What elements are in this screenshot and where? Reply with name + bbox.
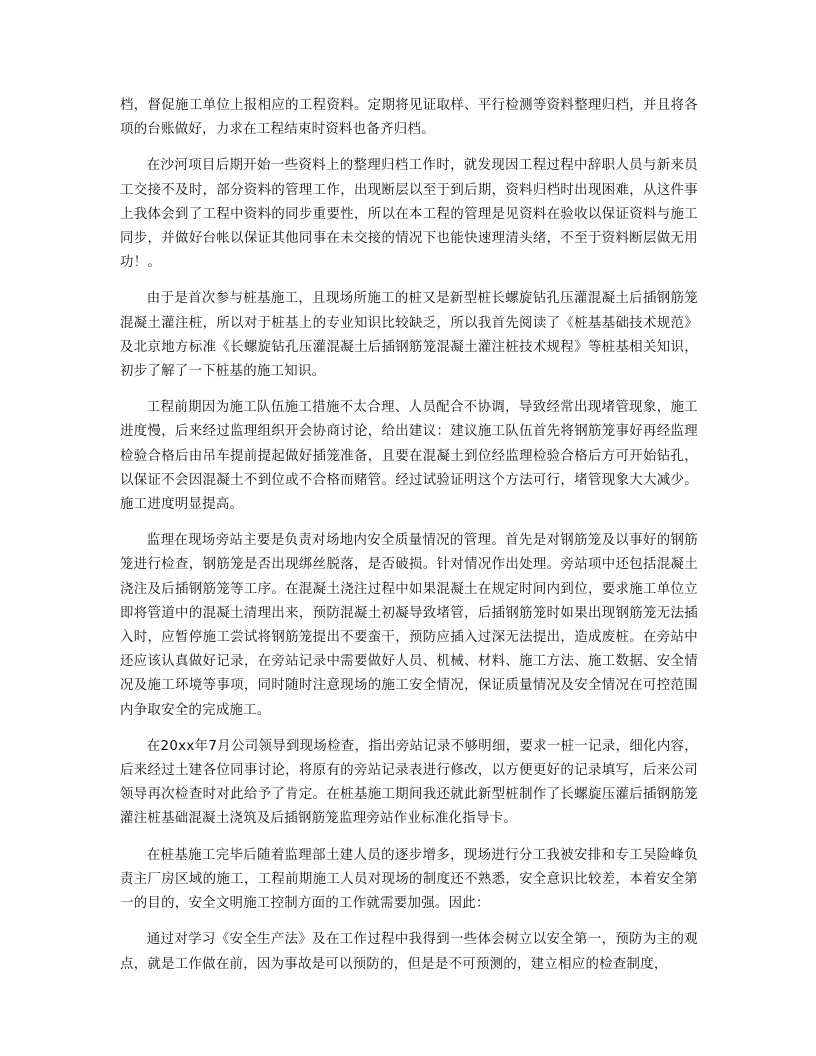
paragraph-4: 工程前期因为施工队伍施工措施不太合理、人员配合不协调，导致经常出现堵管现象，施工进度慢，后来经过监理组织开会协商讨论，给出建议：建议施工队伍首先将钢筋笼事好再经监理检验合格后由吊车提前提起做好插笼准备，且要在混凝土到位经监理检验合格后方可开始钻孔，以保证不会因混凝土不到位或不合格而赌管。经过试验证明这个方法可行，堵管现象大大减少。施工进度明显提高。 xyxy=(120,400,698,513)
paragraph-1: 档，督促施工单位上报相应的工程资料。定期将见证取样、平行检测等资料整理归档，并且将各项的台账做好，力求在工程结束时资料也备齐归档。 xyxy=(120,98,698,138)
paragraph-8: 通过对学习《安全生产法》及在工作过程中我得到一些体会树立以安全第一，预防为主的观点，就是工作做在前，因为事故是可以预防的，但是是不可预测的，建立相应的检查制度， xyxy=(120,932,698,972)
paragraph-5: 监理在现场旁站主要是负责对场地内安全质量情况的管理。首先是对钢筋笼及以事好的钢筋笼进行检查，钢筋笼是否出现绑丝脱落，是否破损。针对情况作出处理。旁站项中还包括混凝土浇注及后插钢筋笼等工序。在混凝土浇注过程中如果混凝土在规定时间内到位，要求施工单位立即将管道中的混凝土清理出来，预防混凝土初凝导致堵管，后插钢筋笼时如果出现钢筋笼无法插入时，应暂停施工尝试将钢筋笼提出不要蛮干，预防应插入过深无法提出，造成废桩。在旁站中还应该认真做好记录，在旁站记录中需要做好人员、机械、材料、施工方法、施工数据、安全情况及施工环境等事项，同时随时注意现场的施工安全情况，保证质量情况及安全情况在可控范围内争取安全的完成施工。 xyxy=(120,533,698,718)
paragraph-7: 在桩基施工完毕后随着监理部土建人员的逐步增多，现场进行分工我被安排和专工吴险峰负责主厂房区域的施工，工程前期施工人员对现场的制度还不熟悉，安全意识比较差，本着安全第一的目的，安全文明施工控制方面的工作就需要加强。因此： xyxy=(120,847,698,912)
document-page xyxy=(120,94,698,989)
paragraph-2: 在沙河项目后期开始一些资料上的整理归档工作时，就发现因工程过程中辞职人员与新来员工交接不及时，部分资料的管理工作，出现断层以至于到后期，资料归档时出现困难，从这件事上我体会到了工程中资料的同步重要性，所以在本工程的管理是见资料在验收以保证资料与施工同步，并做好台帐以保证其他同事在未交接的情况下也能快速理清头绪，不至于资料断层做无用功！。 xyxy=(120,158,698,271)
paragraph-3: 由于是首次参与桩基施工，且现场所施工的桩又是新型桩长螺旋钻孔压灌混凝土后插钢筋笼混凝土灌注桩，所以对于桩基上的专业知识比较缺乏，所以我首先阅读了《桩基基础技术规范》及北京地方标准《长螺旋钻孔压灌混凝土后插钢筋笼混凝土灌注桩技术规程》等桩基相关知识，初步了解了一下桩基的施工知识。 xyxy=(120,291,698,380)
paragraph-6: 在20xx年7月公司领导到现场检查，指出旁站记录不够明细，要求一桩一记录，细化内容，后来经过土建各位同事讨论，将原有的旁站记录表进行修改，以方便更好的记录填写，后来公司领导再次检查时对此给予了肯定。在桩基施工期间我还就此新型桩制作了长螺旋压灌后插钢筋笼灌注桩基础混凝土浇筑及后插钢筋笼监理旁站作业标准化指导卡。 xyxy=(120,738,698,827)
